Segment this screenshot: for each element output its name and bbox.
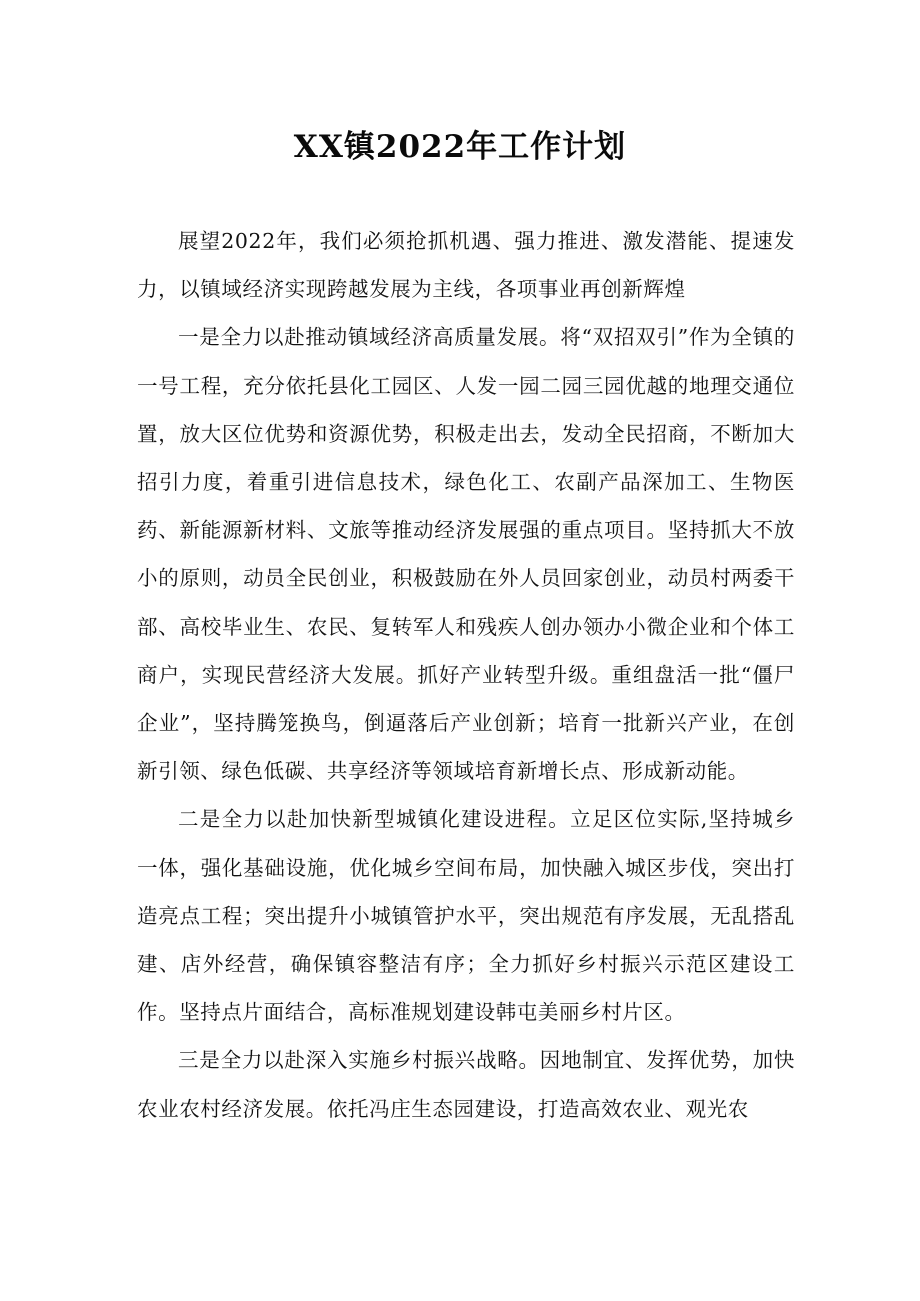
paragraph-intro: 展望2022年，我们必须抢抓机遇、强力推进、激发潜能、提速发力，以镇域经济实现跨越发展为主线，各项事业再创新辉煌 — [137, 229, 795, 302]
document-body — [137, 217, 795, 1133]
paragraph-economy: 一是全力以赴推动镇域经济高质量发展。将“双招双引”作为全镇的一号工程，充分依托县化工园区、人发一园二园三园优越的地理交通位置，放大区位优势和资源优势，积极走出去，发动全民招商，不断加大招引力度，着重引进信息技术，绿色化工、农副产品深加工、生物医药、新能源新材料、文旅等推动经济发展强的重点项目。坚持抓大不放小的原则，动员全民创业，积极鼓励在外人员回家创业，动员村两委干部、高校毕业生、农民、复转军人和残疾人创办领办小微企业和个体工商户，实现民营经济大发展。抓好产业转型升级。重组盘活一批“僵尸企业”，坚持腾笼换鸟，倒逼落后产业创新；培育一批新兴产业，在创新引领、绿色低碳、共享经济等领域培育新增长点、形成新动能。 — [137, 325, 795, 784]
document-title: XX镇2022年工作计划 — [293, 129, 627, 165]
paragraph-rural-revitalization: 三是全力以赴深入实施乡村振兴战略。因地制宜、发挥优势，加快农业农村经济发展。依托冯庄生态园建设，打造高效农业、观光农 — [137, 1048, 795, 1121]
paragraph-urbanization: 二是全力以赴加快新型城镇化建设进程。立足区位实际,坚持城乡一体，强化基础设施，优化城乡空间布局，加快融入城区步伐，突出打造亮点工程；突出提升小城镇管护水平，突出规范有序发展，无乱搭乱建、店外经营，确保镇容整洁有序；全力抓好乡村振兴示范区建设工作。坚持点片面结合，高标准规划建设韩屯美丽乡村片区。 — [137, 807, 795, 1025]
